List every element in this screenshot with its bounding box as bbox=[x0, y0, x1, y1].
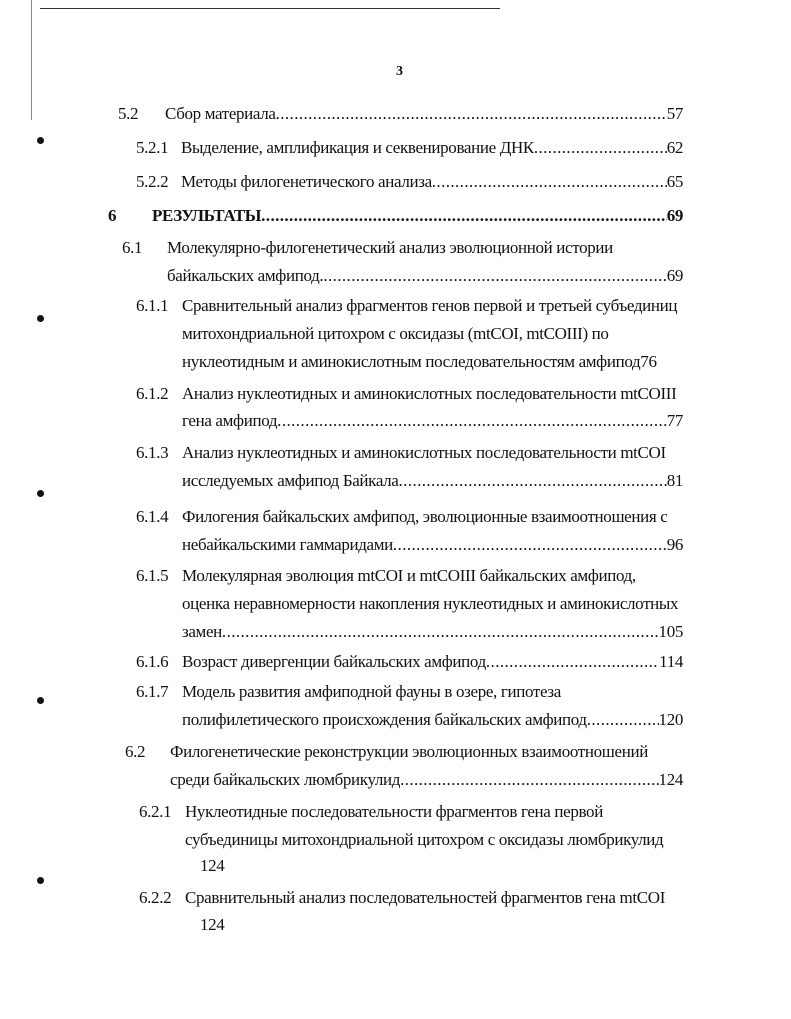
toc-entry-title: гена амфипод bbox=[182, 411, 278, 430]
toc-entry-line bbox=[182, 352, 657, 372]
toc-page-ref: 69 bbox=[666, 206, 683, 225]
toc-page-ref: 96 bbox=[666, 535, 683, 554]
scan-edge-line bbox=[40, 8, 500, 9]
toc-entry-number: 6.1.2 bbox=[136, 384, 169, 403]
toc-entry-title: РЕЗУЛЬТАТЫ bbox=[152, 206, 262, 225]
toc-page-ref: 124 bbox=[658, 770, 683, 789]
dot-leader bbox=[222, 622, 659, 642]
toc-entry-title: небайкальскими гаммаридами bbox=[182, 535, 393, 554]
toc-page-ref: 57 bbox=[666, 104, 683, 123]
toc-entry-number: 5.2.1 bbox=[136, 138, 169, 157]
toc-entry-number: 6.2.1 bbox=[139, 802, 172, 821]
toc-entry-number: 6.1.3 bbox=[136, 443, 169, 462]
toc-entry-line bbox=[181, 172, 683, 192]
punch-hole-mark bbox=[37, 697, 44, 704]
toc-entry-line bbox=[182, 622, 683, 642]
toc-entry-number: 6.2.2 bbox=[139, 888, 172, 907]
toc-entry-number: 6.1 bbox=[122, 238, 143, 257]
toc-entry-title: Модель развития амфиподной фауны в озере, гипотеза bbox=[182, 682, 561, 701]
toc-entry-number: 6.1.5 bbox=[136, 566, 169, 585]
toc-entry-line bbox=[182, 652, 683, 672]
toc-entry-number: 6.1.6 bbox=[136, 652, 169, 671]
toc-entry-title: Сравнительный анализ последовательностей фрагментов гена mtCOI bbox=[185, 888, 665, 907]
toc-entry-line bbox=[170, 770, 683, 790]
toc-entry-title: субъединицы митохондриальной цитохром с оксидазы люмбрикулид bbox=[185, 830, 664, 849]
toc-page-ref: 76 bbox=[640, 352, 657, 371]
dot-leader bbox=[323, 266, 666, 286]
toc-page-ref: 81 bbox=[666, 471, 683, 490]
toc-entry-title: Методы филогенетического анализа bbox=[181, 172, 432, 191]
dot-leader bbox=[277, 411, 667, 431]
toc-entry-line bbox=[181, 138, 683, 158]
dot-leader bbox=[534, 138, 667, 158]
scan-edge-line bbox=[31, 0, 32, 120]
punch-hole-mark bbox=[37, 490, 44, 497]
toc-page-ref: 62 bbox=[666, 138, 683, 157]
toc-page-ref: 124 bbox=[200, 856, 225, 875]
dot-leader bbox=[399, 471, 667, 491]
toc-entry-title: Нуклеотидные последовательности фрагментов гена первой bbox=[185, 802, 603, 821]
punch-hole-mark bbox=[37, 315, 44, 322]
toc-entry-title: Анализ нуклеотидных и аминокислотных последовательности mtCOI bbox=[182, 443, 666, 462]
toc-entry-title: митохондриальной цитохром с оксидазы (mtCOI, mtCOIII) по bbox=[182, 324, 609, 343]
toc-entry-number: 6.1.4 bbox=[136, 507, 169, 526]
toc-entry-title: среди байкальских люмбрикулид bbox=[170, 770, 401, 789]
toc-entry-line bbox=[182, 471, 683, 491]
dot-leader bbox=[432, 172, 667, 192]
toc-entry-title: Сравнительный анализ фрагментов генов первой и третьей субъединиц bbox=[182, 296, 678, 315]
toc-entry-number: 6.1.1 bbox=[136, 296, 169, 315]
toc-entry-number: 6.1.7 bbox=[136, 682, 169, 701]
toc-entry-number: 6 bbox=[108, 206, 117, 225]
toc-page-ref: 124 bbox=[200, 915, 225, 934]
page-number: 3 bbox=[396, 64, 403, 79]
dot-leader bbox=[276, 104, 667, 124]
toc-entry-title: оценка неравномерности накопления нуклеотидных и аминокислотных bbox=[182, 594, 679, 613]
toc-entry-line bbox=[182, 535, 683, 555]
toc-entry-line bbox=[182, 710, 683, 730]
toc-entry-title: исследуемых амфипод Байкала bbox=[182, 471, 399, 490]
dot-leader bbox=[393, 535, 667, 555]
dot-leader bbox=[400, 770, 658, 790]
toc-entry-title: Филогенетические реконструкции эволюционных взаимоотношений bbox=[170, 742, 648, 761]
toc-entry-title: Молекулярная эволюция mtCOI и mtCOIII байкальских амфипод, bbox=[182, 566, 636, 585]
toc-entry-title: Молекулярно-филогенетический анализ эволюционной истории bbox=[167, 238, 613, 257]
toc-entry-number: 5.2 bbox=[118, 104, 139, 123]
toc-page-ref: 77 bbox=[666, 411, 683, 430]
toc-entry-title: Сбор материала bbox=[165, 104, 276, 123]
dot-leader bbox=[587, 710, 659, 730]
toc-entry-title: байкальских амфипод. bbox=[167, 266, 324, 285]
toc-entry-title: Возраст дивергенции байкальских амфипод bbox=[182, 652, 486, 671]
toc-entry-title: Выделение, амплификация и секвенирование ДНК bbox=[181, 138, 534, 157]
toc-page-ref: 69 bbox=[666, 266, 683, 285]
toc-page-ref: 65 bbox=[666, 172, 683, 191]
toc-entry-number: 5.2.2 bbox=[136, 172, 169, 191]
toc-entry-title: замен bbox=[182, 622, 222, 641]
toc-entry-line bbox=[152, 206, 683, 226]
toc-page-ref: 114 bbox=[659, 652, 683, 671]
punch-hole-mark bbox=[37, 877, 44, 884]
toc-entry-line bbox=[167, 266, 683, 286]
toc-entry-title: нуклеотидным и аминокислотным последовательностям амфипод bbox=[182, 352, 641, 371]
toc-page-ref: 120 bbox=[658, 710, 683, 729]
toc-entry-title: Анализ нуклеотидных и аминокислотных последовательности mtCOIII bbox=[182, 384, 677, 403]
dot-leader bbox=[261, 206, 667, 226]
toc-entry-title: Филогения байкальских амфипод, эволюционные взаимоотношения с bbox=[182, 507, 668, 526]
dot-leader bbox=[486, 652, 659, 672]
toc-entry-title: полифилетического происхождения байкальских амфипод bbox=[182, 710, 587, 729]
toc-entry-line bbox=[165, 104, 683, 124]
toc-entry-line bbox=[182, 411, 683, 431]
toc-page-ref: 105 bbox=[658, 622, 683, 641]
toc-entry-number: 6.2 bbox=[125, 742, 146, 761]
punch-hole-mark bbox=[37, 137, 44, 144]
